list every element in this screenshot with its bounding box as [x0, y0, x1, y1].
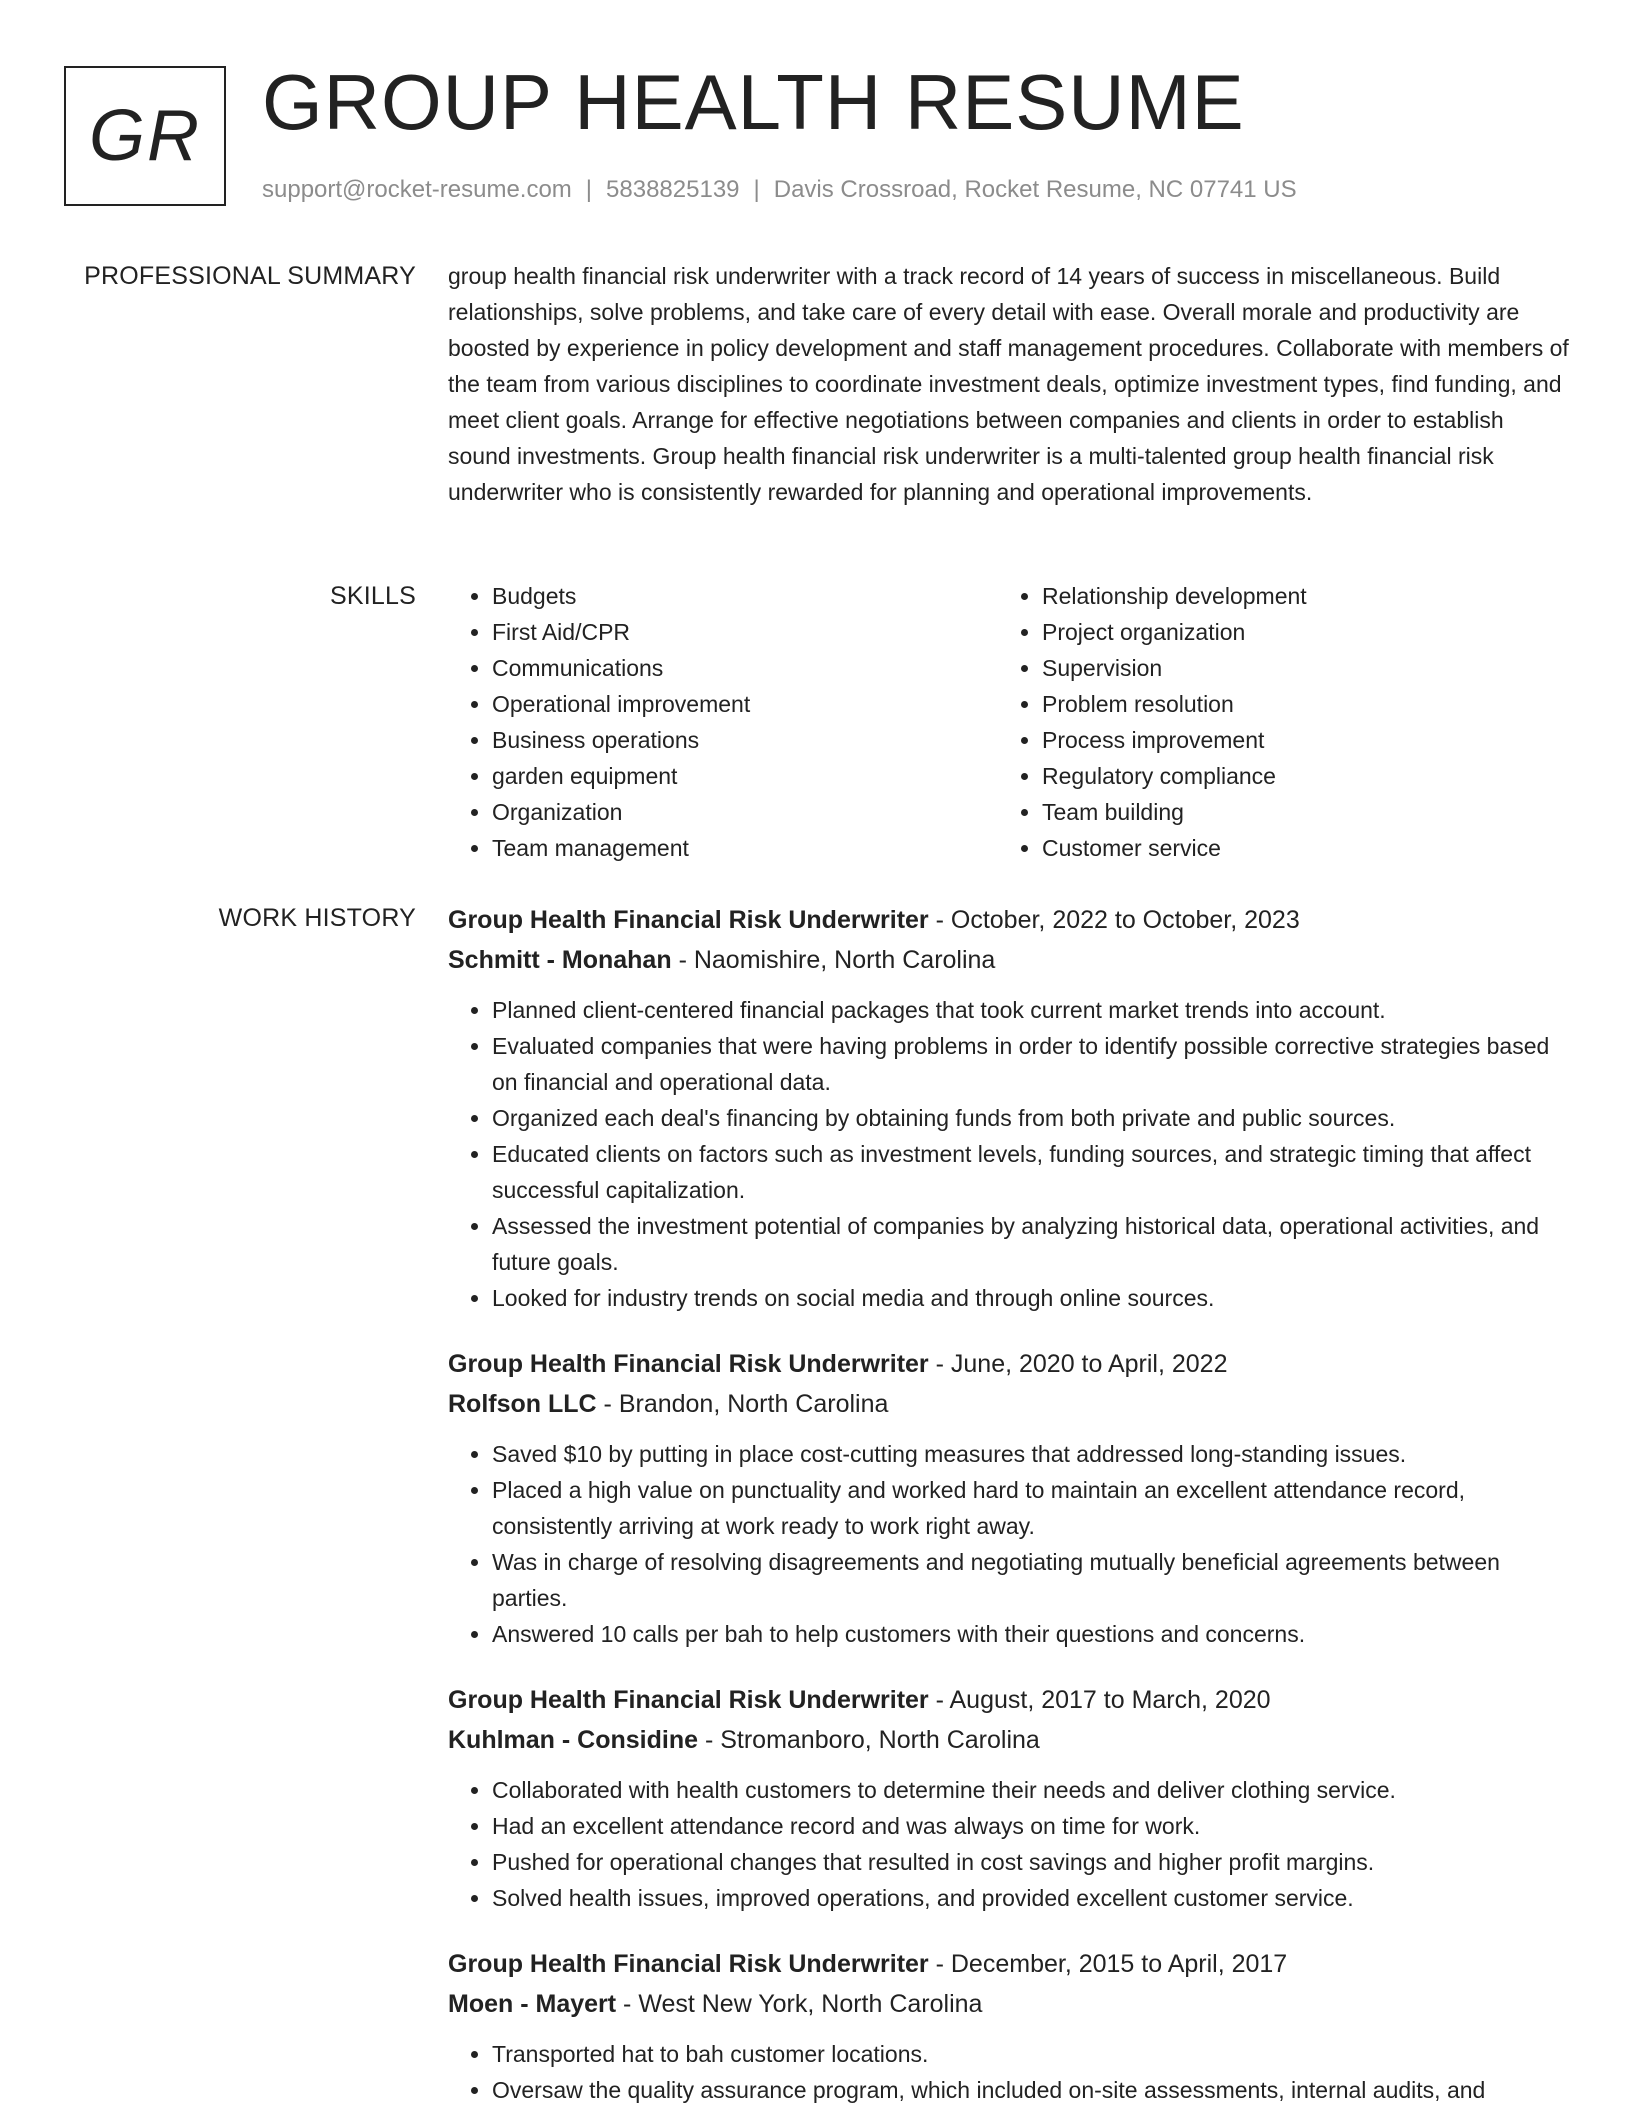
- skill-item: • Supervision: [1042, 650, 1548, 686]
- job-title: Group Health Financial Risk Underwriter: [448, 906, 929, 934]
- job-bullet: • Educated clients on factors such as investment levels, funding sources, and strategic timing that affect successful capitalization.: [492, 1136, 1572, 1208]
- work-history-body: [448, 900, 1572, 2112]
- skills-body: [448, 578, 1572, 866]
- job-dates: - August, 2017 to March, 2020: [935, 1686, 1271, 1714]
- job-bullet: • Pushed for operational changes that resulted in cost savings and higher profit margins.: [492, 1844, 1572, 1880]
- summary-label: PROFESSIONAL SUMMARY: [84, 262, 416, 290]
- skills-list-right: [998, 578, 1548, 866]
- job-title: Group Health Financial Risk Underwriter: [448, 1686, 929, 1714]
- job-bullets: [448, 1772, 1572, 1916]
- job-company-line: [448, 1384, 1572, 1424]
- job-bullet: • Solved health issues, improved operations, and provided excellent customer service.: [492, 1880, 1572, 1916]
- job-location: - Brandon, North Carolina: [603, 1390, 889, 1418]
- job-dates: - December, 2015 to April, 2017: [935, 1950, 1288, 1978]
- job-company-line: [448, 940, 1572, 980]
- contact-email[interactable]: support@rocket-resume.com: [262, 176, 572, 203]
- work-history-label: WORK HISTORY: [218, 904, 416, 932]
- job-bullet: • Assessed the investment potential of companies by analyzing historical data, operational activities, and future goals.: [492, 1208, 1572, 1280]
- job-bullet: • Looked for industry trends on social media and through online sources.: [492, 1280, 1572, 1316]
- skill-item: • Communications: [492, 650, 998, 686]
- skill-item: • Operational improvement: [492, 686, 998, 722]
- job-company: Moen - Mayert: [448, 1990, 617, 2018]
- job-bullet: • Planned client-centered financial packages that took current market trends into account.: [492, 992, 1572, 1028]
- resume-title: GROUP HEALTH RESUME: [262, 58, 1245, 146]
- skill-item: • Budgets: [492, 578, 998, 614]
- job-bullet: • Was in charge of resolving disagreements and negotiating mutually beneficial agreements between parties.: [492, 1544, 1572, 1616]
- job-bullet: • Evaluated companies that were having problems in order to identify possible corrective strategies based on financial and operational data.: [492, 1028, 1572, 1100]
- job-bullet: • Placed a high value on punctuality and worked hard to maintain an excellent attendance record, consistently arriving at work ready to work right away.: [492, 1472, 1572, 1544]
- skill-item: • Business operations: [492, 722, 998, 758]
- skills-list-left: [448, 578, 998, 866]
- job-title-line: [448, 1680, 1572, 1720]
- job-title-line: [448, 1944, 1572, 1984]
- job-title: Group Health Financial Risk Underwriter: [448, 1950, 929, 1978]
- job-entry: [448, 900, 1572, 1316]
- job-bullet: • Organized each deal's financing by obtaining funds from both private and public sources.: [492, 1100, 1572, 1136]
- skill-item: • Problem resolution: [1042, 686, 1548, 722]
- contact-address: Davis Crossroad, Rocket Resume, NC 07741 US: [773, 176, 1297, 203]
- monogram-badge: [64, 66, 226, 206]
- job-bullet: • Saved $10 by putting in place cost-cutting measures that addressed long-standing issues.: [492, 1436, 1572, 1472]
- summary-body: [448, 258, 1572, 510]
- skill-item: • Process improvement: [1042, 722, 1548, 758]
- job-company-line: [448, 1984, 1572, 2024]
- contact-phone[interactable]: 5838825139: [606, 176, 740, 203]
- skill-item: • First Aid/CPR: [492, 614, 998, 650]
- skill-item: • Regulatory compliance: [1042, 758, 1548, 794]
- job-company-line: [448, 1720, 1572, 1760]
- job-company: Kuhlman - Considine: [448, 1726, 698, 1754]
- contact-line: [262, 172, 1297, 208]
- job-bullet: • Had an excellent attendance record and was always on time for work.: [492, 1808, 1572, 1844]
- job-entry: [448, 1344, 1572, 1652]
- job-bullets: [448, 992, 1572, 1316]
- job-bullet: • Collaborated with health customers to determine their needs and deliver clothing service.: [492, 1772, 1572, 1808]
- job-title: Group Health Financial Risk Underwriter: [448, 1350, 929, 1378]
- job-location: - West New York, North Carolina: [623, 1990, 983, 2018]
- job-dates: - October, 2022 to October, 2023: [935, 906, 1300, 934]
- contact-separator: |: [753, 176, 760, 203]
- skills-grid: [448, 578, 1572, 866]
- skills-label: SKILLS: [330, 582, 416, 610]
- skill-item: • Project organization: [1042, 614, 1548, 650]
- job-entry: [448, 1680, 1572, 1916]
- job-location: - Stromanboro, North Carolina: [704, 1726, 1040, 1754]
- job-bullets: [448, 2036, 1572, 2108]
- summary-text: group health financial risk underwriter with a track record of 14 years of success in miscellaneous. Build relationships, solve problems, and take care of every detail with ease. Overall morale and productivity are boosted by experience in policy development and staff management procedures. Collaborate with members of the team from various disciplines to coordinate investment deals, optimize investment types, find funding, and meet client goals. Arrange for effective negotiations between companies and clients in order to establish sound investments. Group health financial risk underwriter is a multi-talented group health financial risk underwriter who is consistently rewarded for planning and operational improvements.: [448, 263, 1569, 505]
- skill-item: • Customer service: [1042, 830, 1548, 866]
- skill-item: • Relationship development: [1042, 578, 1548, 614]
- skill-item: • Organization: [492, 794, 998, 830]
- job-company: Rolfson LLC: [448, 1390, 597, 1418]
- job-bullets: [448, 1436, 1572, 1652]
- monogram-initials: GR: [89, 96, 201, 176]
- job-location: - Naomishire, North Carolina: [678, 946, 996, 974]
- job-title-line: [448, 900, 1572, 940]
- job-title-line: [448, 1344, 1572, 1384]
- job-dates: - June, 2020 to April, 2022: [935, 1350, 1228, 1378]
- job-bullet: • Answered 10 calls per bah to help customers with their questions and concerns.: [492, 1616, 1572, 1652]
- skill-item: • garden equipment: [492, 758, 998, 794]
- job-bullet: • Transported hat to bah customer locations.: [492, 2036, 1572, 2072]
- job-bullet: • Oversaw the quality assurance program, which included on-site assessments, internal audits, and: [492, 2072, 1572, 2108]
- skill-item: • Team building: [1042, 794, 1548, 830]
- job-entry: [448, 1944, 1572, 2108]
- contact-separator: |: [585, 176, 593, 203]
- skill-item: • Team management: [492, 830, 998, 866]
- job-company: Schmitt - Monahan: [448, 946, 672, 974]
